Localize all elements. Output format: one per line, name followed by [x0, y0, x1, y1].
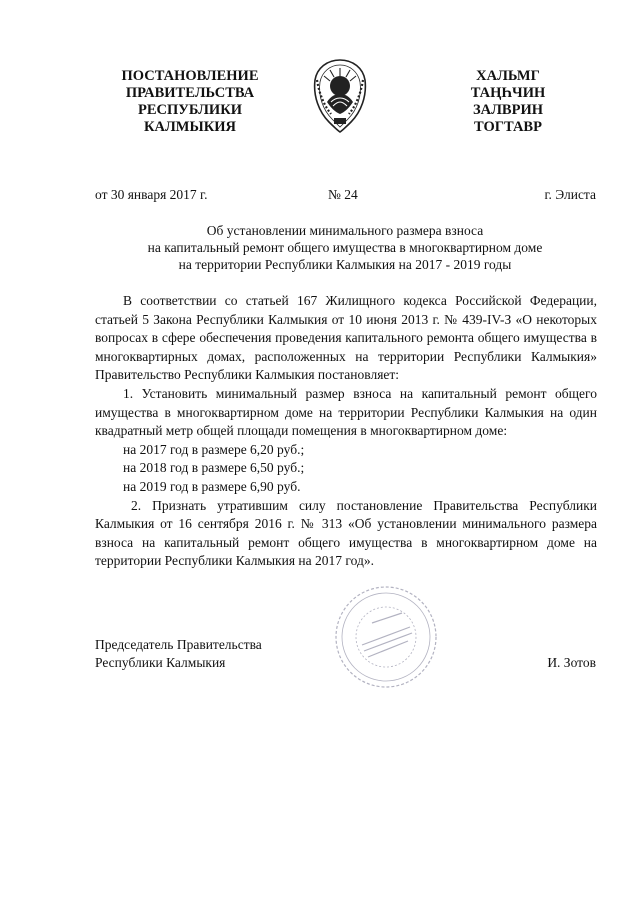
signatory-position-line: Республики Калмыкия — [95, 655, 226, 670]
document-date: от 30 января 2017 г. — [95, 187, 208, 202]
official-seal-stamp — [332, 583, 440, 691]
signatory-position-line: Председатель Правительства — [95, 637, 262, 652]
rate-item: на 2017 год в размере 6,20 руб.; — [123, 441, 305, 457]
header-left-title — [100, 68, 280, 136]
header-left-line: КАЛМЫКИЯ — [144, 119, 236, 135]
point-2-paragraph: 2. Признать утратившим силу постановление Правительства Республики Калмыкия от 16 сентября 2016 г. № 313 «Об установлении минимального размера взноса на капитальный ремонт общего имущества в многоквартирном доме на территории Республики Калмыкия на 2017 год». — [95, 497, 597, 569]
title-line: Об установлении минимального размера взноса — [206, 223, 484, 238]
signatory-position — [95, 636, 262, 672]
title-line: на территории Республики Калмыкия на 2017 - 2019 годы — [178, 257, 512, 272]
point-1-paragraph: 1. Установить минимальный размер взноса на капитальный ремонт общего имущества в многоквартирном доме на территории Республики Калмыкия на один квадратный метр общей площади помещения в многоквартирном доме: — [95, 385, 597, 439]
header-right-line: ТАҢҺЧИН — [470, 85, 546, 101]
header-right-title — [448, 68, 568, 136]
header-left-line: ПОСТАНОВЛЕНИЕ — [121, 68, 259, 84]
header-left-line: РЕСПУБЛИКИ — [137, 102, 243, 118]
signatory-name: И. Зотов — [547, 655, 596, 670]
rate-item: на 2019 год в размере 6,90 руб. — [123, 478, 301, 494]
header-right-line: ХАЛЬМГ — [476, 68, 540, 84]
header-right-line: ТОГТАВР — [474, 119, 542, 135]
preamble-paragraph: В соответствии со статьей 167 Жилищного кодекса Российской Федерации, статьей 5 Закона Республики Калмыкия от 10 июня 2013 г. № 439-IV-З «О некоторых вопросах в сфере обеспечения проведения капитального ремонта общего имущества в многоквартирных домах, расположенных на территории Республики Калмыкия» Правительство Республики Калмыкия постановляет: — [95, 293, 597, 383]
header-left-line: ПРАВИТЕЛЬСТВА — [125, 85, 255, 101]
coat-of-arms-emblem — [309, 56, 371, 134]
document-city: г. Элиста — [544, 187, 596, 202]
document-body — [95, 292, 597, 571]
document-title — [95, 222, 595, 273]
title-line: на капитальный ремонт общего имущества в многоквартирном доме — [147, 240, 543, 255]
rate-item: на 2018 год в размере 6,50 руб.; — [123, 460, 305, 476]
document-number: № 24 — [328, 187, 358, 202]
header-right-line: ЗАЛВРИН — [472, 102, 543, 118]
